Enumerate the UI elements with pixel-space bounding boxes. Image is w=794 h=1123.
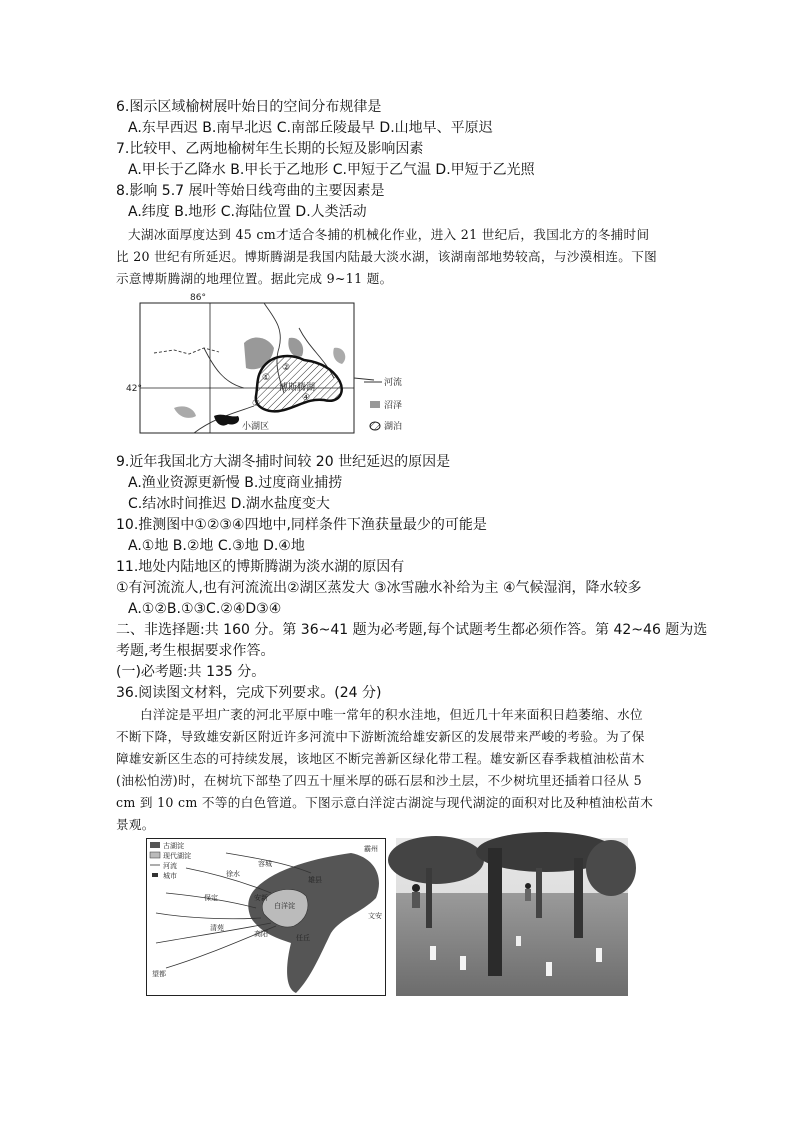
place-bazhou: 霸州 (364, 845, 378, 853)
legend-marsh-swatch (370, 401, 380, 408)
point-2-label: ② (282, 363, 291, 373)
pine-sapling-photo (396, 838, 628, 996)
legend-ancient-lake-swatch (150, 842, 160, 848)
point-4-label: ④ (302, 393, 311, 403)
baiyangdian-map (146, 838, 386, 996)
place-baiyangdian: 白洋淀 (274, 902, 295, 910)
q6-stem: 6.图示区域榆树展叶始日的空间分布规律是 (116, 99, 382, 115)
q8-stem: 8.影响 5.7 展叶等始日线弯曲的主要因素是 (116, 183, 385, 199)
lon-86-label: 86° (190, 293, 206, 303)
legend-marsh-label: 沼泽 (384, 401, 403, 411)
legend-ancient-lake: 古湖淀 (163, 842, 184, 850)
q36-line-2: 不断下降，导致雄安新区附近许多河流中下游断流给雄安新区的发展带来严峻的考验。为了保 (116, 729, 645, 744)
q11-options: A.①②B.①③C.②④D③④ (128, 601, 282, 617)
section2-header-line-2: 考题,考生根据要求作答。 (116, 643, 275, 659)
legend-lake-swatch (370, 422, 380, 430)
q9-stem: 9.近年我国北方大湖冬捕时间较 20 世纪延迟的原因是 (116, 454, 451, 470)
place-rongcheng: 容城 (258, 860, 272, 868)
section2-subheader: (一)必考题:共 135 分。 (116, 664, 266, 680)
q7-options: A.甲长于乙降水 B.甲长于乙地形 C.甲短于乙气温 D.甲短于乙光照 (128, 162, 535, 178)
section2-header-line-1: 二、非选择题:共 160 分。第 36~41 题为必考题,每个试题考生都必须作答。第 42~46 题为选 (116, 622, 708, 638)
q10-options: A.①地 B.②地 C.③地 D.④地 (128, 538, 305, 554)
bosten-lake-map (126, 288, 434, 436)
small-lake-area-label: 小湖区 (242, 422, 270, 432)
place-gaoyang: 高阳 (254, 930, 268, 938)
lat-42-label: 42° (126, 384, 142, 394)
legend-river: 河流 (163, 862, 177, 870)
place-baoding: 保定 (204, 894, 218, 902)
legend-modern-lake: 现代湖淀 (163, 852, 191, 860)
point-3-label: ③ (252, 399, 261, 409)
legend-city-swatch (152, 873, 158, 877)
q36-line-6: 景观。 (116, 817, 155, 832)
q36-line-3: 障雄安新区生态的可持续发展，该地区不断完善新区绿化带工程。雄安新区春季栽植油松苗木 (116, 751, 645, 766)
point-1-label: ① (262, 373, 271, 383)
q36-line-4: (油松怕涝)时，在树坑下部垫了四五十厘米厚的砾石层和沙土层，不少树坑里还插着口径从 5 (116, 773, 642, 788)
legend-river-label: 河流 (384, 378, 403, 388)
q10-stem: 10.推测图中①②③④四地中,同样条件下渔获量最少的可能是 (116, 517, 487, 533)
q36-line-1: 白洋淀是平坦广袤的河北平原中唯一常年的积水洼地，但近几十年来面积日趋萎缩、水位 (140, 707, 643, 722)
q11-choices: ①有河流流人,也有河流流出②湖区蒸发大 ③冰雪融水补给为主 ④气候湿润，降水较多 (116, 580, 642, 596)
place-xiongxian: 雄县 (308, 876, 322, 884)
bosten-lake-label: 博斯腾湖 (279, 383, 316, 393)
place-wenan: 文安 (368, 912, 382, 920)
place-anxin: 安新 (254, 894, 268, 902)
place-xushui: 徐水 (226, 870, 240, 878)
place-wangdu: 望都 (152, 970, 166, 978)
q7-stem: 7.比较甲、乙两地榆树年生长期的长短及影响因素 (116, 141, 424, 157)
q36-stem: 36.阅读图文材料，完成下列要求。(24 分) (116, 685, 382, 701)
q9-option-line-2: C.结冰时间推迟 D.湖水盐度变大 (128, 496, 330, 512)
place-renqiu: 任丘 (296, 934, 310, 942)
passage1-line-1: 大湖冰面厚度达到 45 cm才适合冬捕的机械化作业，进入 21 世纪后，我国北方的冬捕时间 (128, 227, 650, 242)
legend-city: 城市 (163, 872, 177, 880)
legend-lake-label: 湖泊 (384, 422, 403, 432)
q8-options: A.纬度 B.地形 C.海陆位置 D.人类活动 (128, 204, 367, 220)
place-qingyuan: 清苑 (210, 924, 224, 932)
legend-modern-lake-swatch (150, 852, 160, 858)
q36-line-5: cm 到 10 cm 不等的白色管道。下图示意白洋淀古湖淀与现代湖淀的面积对比及种植油松苗木 (116, 795, 654, 810)
q6-options: A.东早西迟 B.南早北迟 C.南部丘陵最早 D.山地早、平原迟 (128, 120, 493, 136)
passage1-line-3: 示意博斯腾湖的地理位置。据此完成 9~11 题。 (116, 271, 393, 286)
q9-option-line-1: A.渔业资源更新慢 B.过度商业捕捞 (128, 475, 343, 491)
q11-stem: 11.地处内陆地区的博斯腾湖为淡水湖的原因有 (116, 559, 405, 575)
passage1-line-2: 比 20 世纪有所延迟。博斯腾湖是我国内陆最大淡水湖，该湖南部地势较高，与沙漠相连。下图 (116, 249, 657, 264)
